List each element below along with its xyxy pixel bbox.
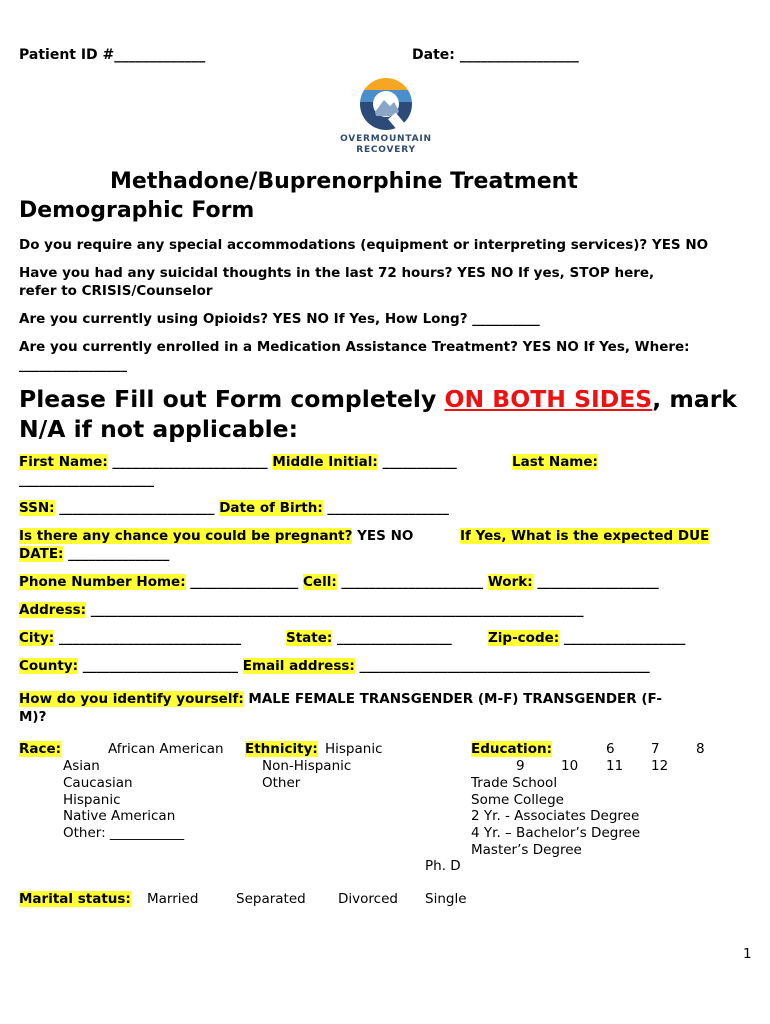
instruction-text: Please Fill out Form completely bbox=[19, 385, 445, 413]
city-field[interactable]: ___________________________ bbox=[54, 630, 242, 646]
instruction-text-end: , mark bbox=[652, 385, 737, 413]
logo-text-line2: RECOVERY bbox=[356, 145, 416, 155]
education-grade-11[interactable]: 11 bbox=[606, 758, 624, 774]
state-field[interactable]: _________________ bbox=[332, 630, 452, 646]
last-name-field[interactable]: ____________________ bbox=[19, 472, 154, 488]
instruction-emphasis: ON BOTH SIDES bbox=[444, 385, 653, 413]
phone-home-field[interactable]: ________________ bbox=[185, 574, 304, 590]
suicidal-question[interactable]: Have you had any suicidal thoughts in the last 72 hours? YES NO If yes, STOP here, bbox=[19, 265, 655, 281]
instruction-line2: N/A if not applicable: bbox=[19, 415, 298, 443]
form-title-line1: Methadone/Buprenorphine Treatment bbox=[110, 169, 578, 194]
instruction-line1 bbox=[19, 385, 737, 413]
email-label: Email address: bbox=[242, 658, 355, 674]
cell-field[interactable]: _____________________ bbox=[336, 574, 488, 590]
identity-line2: M)? bbox=[19, 709, 47, 725]
suicidal-question-note: refer to CRISIS/Counselor bbox=[19, 283, 213, 299]
last-name-label: Last Name: bbox=[512, 454, 598, 470]
mat-question[interactable]: Are you currently enrolled in a Medication Assistance Treatment? YES NO If Yes, Where: bbox=[19, 339, 690, 355]
zip-label: Zip-code: bbox=[488, 630, 560, 646]
race-option-asian[interactable]: Asian bbox=[63, 758, 100, 774]
first-name-label: First Name: bbox=[19, 454, 108, 470]
middle-initial-label: Middle Initial: bbox=[272, 454, 378, 470]
education-grade-12[interactable]: 12 bbox=[651, 758, 669, 774]
dob-label: Date of Birth: bbox=[219, 500, 323, 516]
ethnicity-label-wrap bbox=[245, 741, 318, 757]
address-label: Address: bbox=[19, 602, 87, 618]
phone-row bbox=[19, 574, 659, 590]
address-field[interactable]: _________________________________________________________________________ bbox=[86, 602, 584, 618]
pregnant-row bbox=[19, 528, 413, 544]
education-label: Education: bbox=[471, 741, 552, 757]
education-label-wrap bbox=[471, 741, 552, 757]
zip-row bbox=[488, 630, 685, 646]
pregnant-label: Is there any chance you could be pregnant? bbox=[19, 528, 353, 544]
ssn-row bbox=[19, 500, 449, 516]
zip-field[interactable]: __________________ bbox=[559, 630, 686, 646]
accommodations-question[interactable]: Do you require any special accommodations (equipment or interpreting services)? YES NO bbox=[19, 237, 709, 253]
due-date-label-2: DATE: bbox=[19, 546, 64, 562]
county-field[interactable]: _______________________ bbox=[78, 658, 243, 674]
patient-id-field[interactable]: Patient ID #_____________ bbox=[19, 47, 206, 63]
race-option-native-american[interactable]: Native American bbox=[63, 808, 176, 824]
education-option-phd[interactable]: Ph. D bbox=[425, 858, 461, 874]
education-grade-7[interactable]: 7 bbox=[651, 741, 660, 757]
work-label: Work: bbox=[487, 574, 533, 590]
email-field[interactable]: ___________________________________________ bbox=[354, 658, 650, 674]
identity-label: How do you identify yourself: bbox=[19, 691, 244, 707]
race-option-hispanic[interactable]: Hispanic bbox=[63, 792, 121, 808]
county-label: County: bbox=[19, 658, 79, 674]
ssn-label: SSN: bbox=[19, 500, 55, 516]
date-field[interactable]: Date: _________________ bbox=[412, 47, 579, 63]
overmountain-recovery-logo bbox=[336, 76, 436, 156]
cell-label: Cell: bbox=[303, 574, 337, 590]
logo-text-line1: OVERMOUNTAIN bbox=[340, 134, 432, 144]
city-row bbox=[19, 630, 241, 646]
race-label: Race: bbox=[19, 741, 62, 757]
state-row bbox=[286, 630, 452, 646]
ethnicity-option-hispanic[interactable]: Hispanic bbox=[325, 741, 383, 757]
pregnant-answers[interactable]: YES NO bbox=[352, 528, 414, 544]
due-date-row bbox=[19, 546, 169, 562]
race-option-african-american[interactable]: African American bbox=[108, 741, 224, 757]
work-field[interactable]: __________________ bbox=[532, 574, 659, 590]
race-option-other[interactable]: Other: ___________ bbox=[63, 825, 185, 841]
address-row bbox=[19, 602, 584, 618]
name-row bbox=[19, 454, 457, 470]
county-row bbox=[19, 658, 650, 674]
ethnicity-label: Ethnicity: bbox=[245, 741, 318, 757]
marital-option-separated[interactable]: Separated bbox=[236, 891, 306, 907]
due-date-label: If Yes, What is the expected DUE bbox=[460, 528, 710, 544]
education-grade-9[interactable]: 9 bbox=[516, 758, 525, 774]
education-option-masters[interactable]: Master’s Degree bbox=[471, 842, 582, 858]
due-date-label-wrap bbox=[460, 528, 709, 544]
race-label-wrap bbox=[19, 741, 61, 757]
mat-where-blank[interactable]: ________________ bbox=[19, 357, 127, 373]
education-grade-6[interactable]: 6 bbox=[606, 741, 615, 757]
marital-option-single[interactable]: Single bbox=[425, 891, 467, 907]
middle-initial-field[interactable]: ___________ bbox=[377, 454, 457, 470]
phone-home-label: Phone Number Home: bbox=[19, 574, 186, 590]
education-option-some-college[interactable]: Some College bbox=[471, 792, 564, 808]
first-name-field[interactable]: _______________________ bbox=[107, 454, 273, 470]
education-option-trade-school[interactable]: Trade School bbox=[471, 775, 558, 791]
race-option-caucasian[interactable]: Caucasian bbox=[63, 775, 133, 791]
marital-option-divorced[interactable]: Divorced bbox=[338, 891, 398, 907]
identity-row bbox=[19, 691, 662, 707]
identity-options[interactable]: MALE FEMALE TRANSGENDER (M-F) TRANSGENDER (F- bbox=[243, 691, 662, 707]
education-option-bachelors[interactable]: 4 Yr. – Bachelor’s Degree bbox=[471, 825, 641, 841]
page-number: 1 bbox=[743, 946, 752, 962]
education-grade-10[interactable]: 10 bbox=[561, 758, 579, 774]
marital-label: Marital status: bbox=[19, 891, 131, 907]
form-title-line2: Demographic Form bbox=[19, 198, 255, 223]
marital-option-married[interactable]: Married bbox=[147, 891, 199, 907]
opioids-question[interactable]: Are you currently using Opioids? YES NO If Yes, How Long? __________ bbox=[19, 311, 540, 327]
due-date-field[interactable]: _______________ bbox=[63, 546, 170, 562]
city-label: City: bbox=[19, 630, 55, 646]
marital-label-wrap bbox=[19, 891, 131, 907]
ethnicity-option-other[interactable]: Other bbox=[262, 775, 301, 791]
education-option-associates[interactable]: 2 Yr. - Associates Degree bbox=[471, 808, 640, 824]
last-name-label-wrap bbox=[512, 454, 598, 470]
logo-mark-icon bbox=[336, 76, 436, 134]
state-label: State: bbox=[286, 630, 333, 646]
ssn-field[interactable]: _______________________ bbox=[54, 500, 220, 516]
education-grade-8[interactable]: 8 bbox=[696, 741, 705, 757]
dob-field[interactable]: __________________ bbox=[322, 500, 449, 516]
ethnicity-option-non-hispanic[interactable]: Non-Hispanic bbox=[262, 758, 352, 774]
